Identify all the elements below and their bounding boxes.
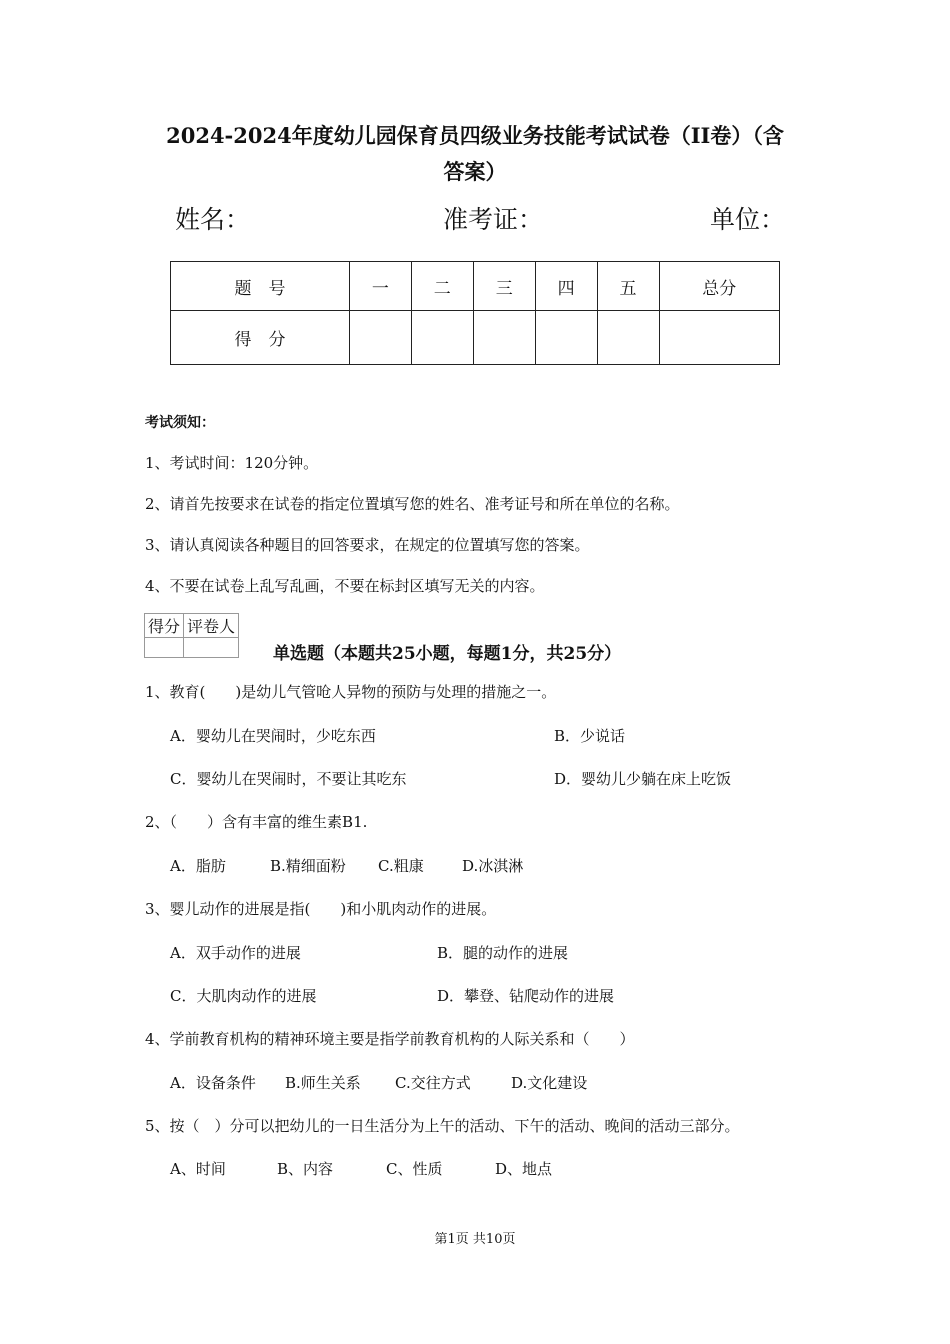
- score-row-label: 得 分: [171, 311, 350, 365]
- grader-box-grader-cell[interactable]: [184, 638, 239, 658]
- question-option: C、性质: [386, 1160, 443, 1178]
- score-header-cell: 二: [411, 262, 473, 311]
- question-option: C．大肌肉动作的进展: [170, 987, 317, 1005]
- question-option: D、地点: [495, 1160, 553, 1178]
- question-option: B.师生关系: [285, 1074, 361, 1092]
- score-table-score-row: [171, 311, 780, 365]
- question-option: C．婴幼儿在哭闹时，不要让其吃东: [170, 770, 407, 788]
- score-table-header-row: [171, 262, 780, 311]
- question-option: C.交往方式: [395, 1074, 471, 1092]
- question-text: 5、按（ ）分可以把幼儿的一日生活分为上午的活动、下午的活动、晚间的活动三部分。: [145, 1117, 740, 1135]
- question-option: B．少说话: [554, 727, 626, 745]
- score-header-cell: 总分: [659, 262, 779, 311]
- exam-number-field-label: 准考证：: [443, 205, 544, 234]
- section-title: 单选题（本题共25小题，每题1分，共25分）: [273, 644, 622, 664]
- grader-box-grader-label: 评卷人: [184, 614, 239, 638]
- score-header-cell: 一: [349, 262, 411, 311]
- score-header-cell: 四: [535, 262, 597, 311]
- question-option: B．腿的动作的进展: [437, 944, 569, 962]
- score-entry-cell[interactable]: [535, 311, 597, 365]
- question-option: A．双手动作的进展: [170, 944, 301, 962]
- question-option: D．攀登、钻爬动作的进展: [437, 987, 615, 1005]
- question-option: A．设备条件: [170, 1074, 256, 1092]
- question-option: B.精细面粉: [270, 857, 346, 875]
- question-option: D.文化建设: [511, 1074, 588, 1092]
- question-option: A．脂肪: [170, 857, 226, 875]
- question-option: A．婴幼儿在哭闹时，少吃东西: [170, 727, 376, 745]
- notice-heading: 考试须知：: [145, 415, 215, 431]
- question-option: B、内容: [277, 1160, 334, 1178]
- exam-title-line2: 答案）: [443, 159, 507, 184]
- score-table: [170, 261, 780, 365]
- name-field-label: 姓名：: [175, 205, 251, 234]
- score-entry-cell[interactable]: [597, 311, 659, 365]
- grader-box: [144, 613, 239, 658]
- question-text: 3、婴儿动作的进展是指( )和小肌肉动作的进展。: [145, 900, 497, 918]
- page-footer: 第1页 共10页: [434, 1232, 516, 1247]
- notice-item: 1、考试时间：120分钟。: [145, 454, 319, 472]
- question-option: D.冰淇淋: [462, 857, 524, 875]
- score-entry-cell[interactable]: [411, 311, 473, 365]
- question-option: C.粗康: [378, 857, 424, 875]
- score-entry-cell[interactable]: [349, 311, 411, 365]
- unit-field-label: 单位：: [710, 205, 786, 234]
- notice-item: 2、请首先按要求在试卷的指定位置填写您的姓名、准考证号和所在单位的名称。: [145, 495, 680, 513]
- question-option: A、时间: [170, 1160, 226, 1178]
- exam-title-line1: 2024-2024年度幼儿园保育员四级业务技能考试试卷（II卷）（含: [166, 123, 784, 148]
- notice-item: 3、请认真阅读各种题目的回答要求，在规定的位置填写您的答案。: [145, 536, 590, 554]
- notice-item: 4、不要在试卷上乱写乱画，不要在标封区填写无关的内容。: [145, 577, 545, 595]
- question-text: 2、（ ）含有丰富的维生素B1.: [145, 813, 368, 831]
- question-text: 4、学前教育机构的精神环境主要是指学前教育机构的人际关系和（ ）: [145, 1030, 635, 1048]
- score-header-cell: 题 号: [171, 262, 350, 311]
- score-entry-cell[interactable]: [659, 311, 779, 365]
- grader-box-score-cell[interactable]: [145, 638, 184, 658]
- grader-box-score-label: 得分: [145, 614, 184, 638]
- exam-title: [120, 118, 830, 190]
- score-entry-cell[interactable]: [473, 311, 535, 365]
- question-option: D．婴幼儿少躺在床上吃饭: [554, 770, 732, 788]
- score-header-cell: 三: [473, 262, 535, 311]
- question-text: 1、教育( )是幼儿气管呛人异物的预防与处理的措施之一。: [145, 683, 557, 701]
- score-header-cell: 五: [597, 262, 659, 311]
